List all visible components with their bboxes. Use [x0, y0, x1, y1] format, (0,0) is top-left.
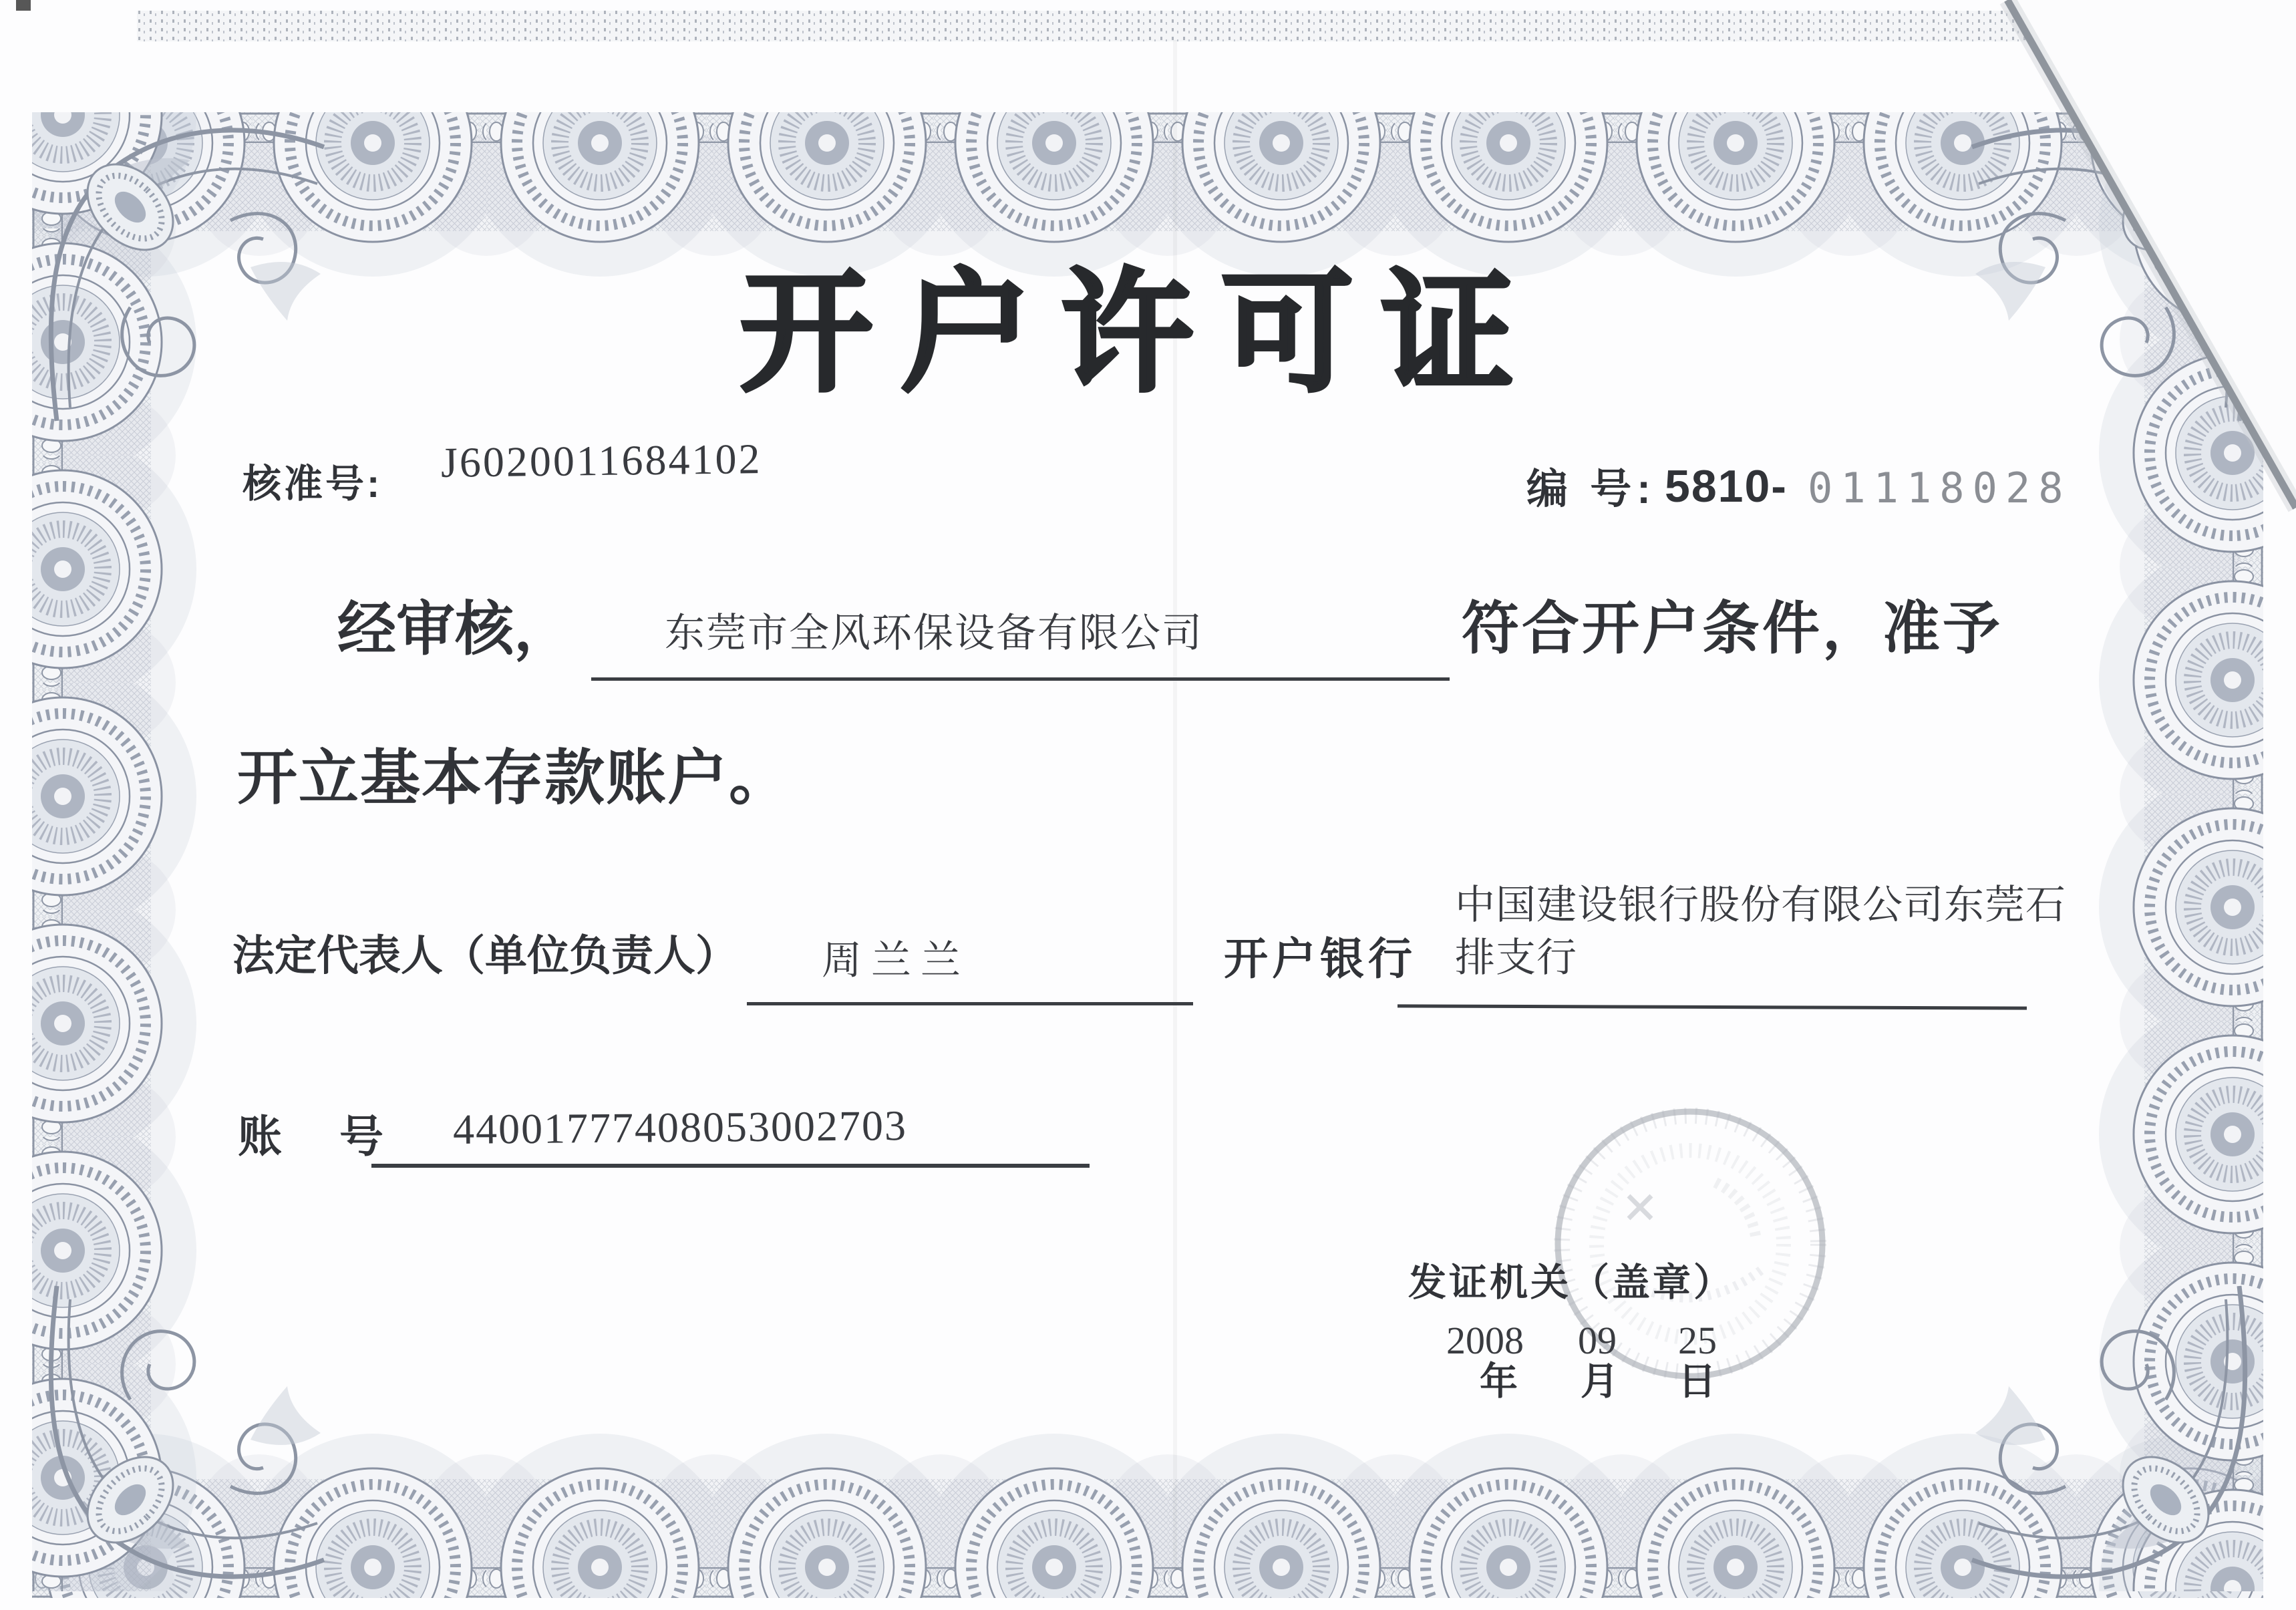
issuer-label: 发证机关（盖章）: [1408, 1261, 1734, 1304]
legal-rep-value: 周兰兰: [822, 939, 970, 983]
review-prefix: 经审核，: [337, 596, 573, 662]
certificate-title: 开户许可证: [740, 261, 1542, 408]
approval-number-value: J6020011684102: [440, 435, 762, 486]
company-name: 东莞市全风环保设备有限公司: [665, 611, 1203, 655]
serial-number-prefix: 5810-: [1665, 461, 1788, 512]
bank-label: 开户银行: [1224, 934, 1416, 983]
serial-number-label: 编 号:: [1526, 466, 1656, 512]
review-line2: 开立基本存款账户。: [237, 745, 790, 812]
scan-artifact-mark: [16, 0, 31, 11]
bank-value: 中国建设银行股份有限公司东莞石排支行: [1455, 883, 2066, 981]
serial-number-stamped: 01118028: [1808, 464, 2072, 512]
day-char: 日: [1678, 1360, 1716, 1403]
account-underline: [371, 1164, 1090, 1168]
review-suffix: 符合开户条件，准予: [1462, 597, 2003, 661]
scan-noise-strip: [137, 11, 2296, 41]
issue-day: 25: [1678, 1319, 1717, 1362]
issue-year: 2008: [1446, 1319, 1524, 1362]
account-label: 账 号: [238, 1112, 390, 1161]
issue-month: 09: [1578, 1319, 1617, 1362]
year-char: 年: [1480, 1360, 1518, 1403]
legal-rep-underline: [747, 1002, 1193, 1005]
company-underline: [591, 677, 1450, 681]
approval-number-label: 核准号:: [242, 462, 383, 506]
account-value: 44001777408053002703: [452, 1102, 908, 1153]
legal-rep-label: 法定代表人（单位负责人）: [232, 933, 737, 979]
month-char: 月: [1581, 1360, 1619, 1403]
border-band-bottom: [32, 1418, 2263, 1598]
